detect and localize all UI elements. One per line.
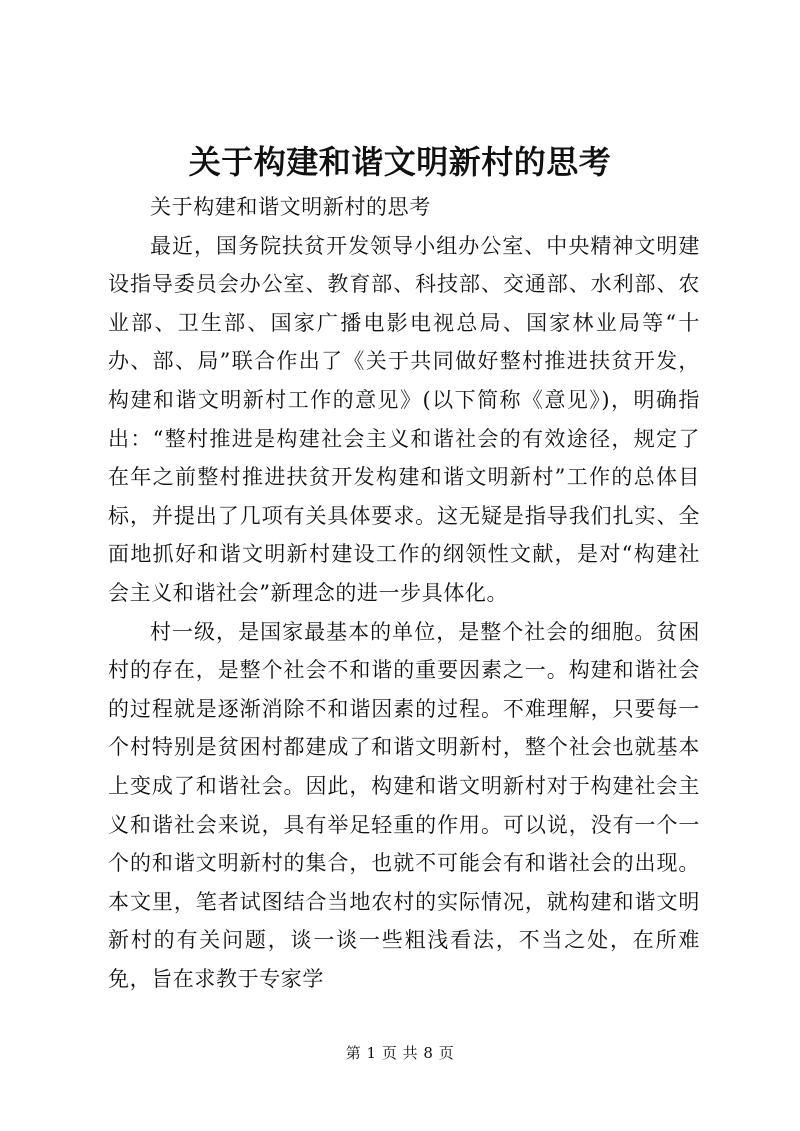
document-body — [108, 188, 700, 998]
page-number-footer: 第 1 页 共 8 页 — [345, 1044, 455, 1062]
document-title: 关于构建和谐文明新村的思考 — [188, 143, 612, 181]
subtitle-paragraph: 关于构建和谐文明新村的思考 — [150, 195, 431, 219]
body-paragraph-1: 最近，国务院扶贫开发领导小组办公室、中央精神文明建设指导委员会办公室、教育部、科技部、交通部、水利部、农业部、卫生部、国家广播电影电视总局、国家林业局等“十办、部、局”联合作出了《关于共同做好整村推进扶贫开发，构建和谐文明新村工作的意见》(以下简称《意见》)，明确指出：“整村推进是构建社会主义和谐社会的有效途径，规定了在年之前整村推进扶贫开发构建和谐文明新村”工作的总体目标，并提出了几项有关具体要求。这无疑是指导我们扎实、全面地抓好和谐文明新村建设工作的纲领性文献，是对“构建社会主义和谐社会”新理念的进一步具体化。 — [108, 233, 700, 605]
body-paragraph-2: 村一级，是国家最基本的单位，是整个社会的细胞。贫困村的存在，是整个社会不和谐的重要因素之一。构建和谐社会的过程就是逐渐消除不和谐因素的过程。不难理解，只要每一个村特别是贫困村都建成了和谐文明新村，整个社会也就基本上变成了和谐社会。因此，构建和谐文明新村对于构建社会主义和谐社会来说，具有举足轻重的作用。可以说，没有一个一个的和谐文明新村的集合，也就不可能会有和谐社会的出现。本文里，笔者试图结合当地农村的实际情况，就构建和谐文明新村的有关问题，谈一谈一些粗浅看法，不当之处，在所难免，旨在求教于专家学 — [108, 619, 700, 991]
